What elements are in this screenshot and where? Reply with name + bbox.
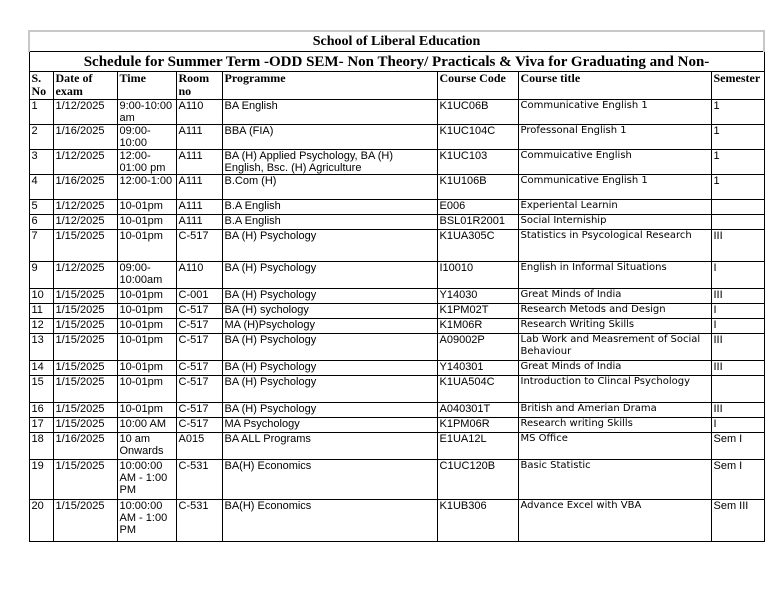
cell-course-title: Advance Excel with VBA bbox=[518, 500, 711, 542]
column-header-semester: Semester bbox=[711, 72, 764, 100]
cell-course-code: K1PM06R bbox=[437, 418, 518, 433]
cell-date: 1/15/2025 bbox=[53, 334, 117, 361]
cell-sno: 13 bbox=[29, 334, 53, 361]
column-header-course-title: Course title bbox=[518, 72, 711, 100]
cell-semester: 1 bbox=[711, 125, 764, 150]
cell-date: 1/12/2025 bbox=[53, 100, 117, 125]
table-row bbox=[29, 100, 764, 125]
cell-time: 10-01pm bbox=[117, 304, 176, 319]
table-row bbox=[29, 175, 764, 200]
cell-sno: 14 bbox=[29, 361, 53, 376]
cell-time: 10:00 AM bbox=[117, 418, 176, 433]
cell-time: 10-01pm bbox=[117, 215, 176, 230]
cell-sno: 9 bbox=[29, 262, 53, 289]
cell-programme: BA ALL Programs bbox=[222, 433, 437, 460]
cell-semester: III bbox=[711, 361, 764, 376]
cell-course-title: British and Amerian Drama bbox=[518, 403, 711, 418]
column-header-sno: S. No bbox=[29, 72, 53, 100]
column-header-time: Time bbox=[117, 72, 176, 100]
cell-course-title: Experiental Learnin bbox=[518, 200, 711, 215]
cell-time: 10-01pm bbox=[117, 334, 176, 361]
cell-date: 1/12/2025 bbox=[53, 215, 117, 230]
cell-semester bbox=[711, 215, 764, 230]
table-row bbox=[29, 319, 764, 334]
table-row bbox=[29, 200, 764, 215]
cell-room: C-517 bbox=[176, 319, 222, 334]
cell-programme: BA (H) Psychology bbox=[222, 376, 437, 403]
cell-room: A111 bbox=[176, 175, 222, 200]
cell-programme: BA (H) Psychology bbox=[222, 334, 437, 361]
table-row bbox=[29, 376, 764, 403]
cell-time: 10:00:00 AM - 1:00 PM bbox=[117, 500, 176, 542]
cell-course-code: K1M06R bbox=[437, 319, 518, 334]
cell-semester: 1 bbox=[711, 175, 764, 200]
table-row bbox=[29, 304, 764, 319]
cell-date: 1/15/2025 bbox=[53, 304, 117, 319]
cell-programme: B.A English bbox=[222, 215, 437, 230]
cell-course-code: K1UB306 bbox=[437, 500, 518, 542]
cell-time: 10-01pm bbox=[117, 376, 176, 403]
cell-room: A015 bbox=[176, 433, 222, 460]
cell-course-title: Introduction to Clincal Psychology bbox=[518, 376, 711, 403]
cell-semester: III bbox=[711, 334, 764, 361]
cell-semester bbox=[711, 376, 764, 403]
cell-date: 1/16/2025 bbox=[53, 433, 117, 460]
cell-course-title: Research Metods and Design bbox=[518, 304, 711, 319]
cell-semester: III bbox=[711, 289, 764, 304]
cell-programme: B.A English bbox=[222, 200, 437, 215]
cell-date: 1/15/2025 bbox=[53, 230, 117, 262]
cell-date: 1/15/2025 bbox=[53, 319, 117, 334]
cell-date: 1/16/2025 bbox=[53, 175, 117, 200]
cell-course-title: Communicative English 1 bbox=[518, 175, 711, 200]
cell-time: 12:00-01:00 pm bbox=[117, 150, 176, 175]
cell-programme: B.Com (H) bbox=[222, 175, 437, 200]
cell-date: 1/15/2025 bbox=[53, 361, 117, 376]
cell-room: A110 bbox=[176, 100, 222, 125]
cell-date: 1/16/2025 bbox=[53, 125, 117, 150]
cell-sno: 12 bbox=[29, 319, 53, 334]
cell-date: 1/12/2025 bbox=[53, 262, 117, 289]
column-header-room: Room no bbox=[176, 72, 222, 100]
cell-room: C-517 bbox=[176, 403, 222, 418]
cell-time: 10-01pm bbox=[117, 289, 176, 304]
cell-course-title: Great Minds of India bbox=[518, 361, 711, 376]
table-row bbox=[29, 125, 764, 150]
cell-course-code: Y140301 bbox=[437, 361, 518, 376]
cell-date: 1/15/2025 bbox=[53, 460, 117, 500]
cell-time: 10-01pm bbox=[117, 200, 176, 215]
cell-room: A111 bbox=[176, 125, 222, 150]
cell-course-code: A040301T bbox=[437, 403, 518, 418]
cell-room: A111 bbox=[176, 150, 222, 175]
cell-course-title: Statistics in Psycological Research bbox=[518, 230, 711, 262]
subtitle-row bbox=[29, 52, 764, 72]
cell-sno: 2 bbox=[29, 125, 53, 150]
cell-course-code: I10010 bbox=[437, 262, 518, 289]
cell-date: 1/15/2025 bbox=[53, 376, 117, 403]
cell-date: 1/15/2025 bbox=[53, 418, 117, 433]
column-header-row bbox=[29, 72, 764, 100]
cell-semester bbox=[711, 200, 764, 215]
cell-sno: 20 bbox=[29, 500, 53, 542]
cell-course-code: K1PM02T bbox=[437, 304, 518, 319]
column-header-course-code: Course Code bbox=[437, 72, 518, 100]
cell-time: 10-01pm bbox=[117, 230, 176, 262]
cell-room: A111 bbox=[176, 215, 222, 230]
cell-semester: III bbox=[711, 403, 764, 418]
cell-date: 1/12/2025 bbox=[53, 150, 117, 175]
cell-course-title: Research Writing Skills bbox=[518, 319, 711, 334]
cell-programme: BA (H) Psychology bbox=[222, 361, 437, 376]
table-row bbox=[29, 262, 764, 289]
cell-time: 9:00-10:00 am bbox=[117, 100, 176, 125]
cell-semester: Sem I bbox=[711, 433, 764, 460]
cell-time: 10-01pm bbox=[117, 361, 176, 376]
cell-semester: I bbox=[711, 319, 764, 334]
table-row bbox=[29, 418, 764, 433]
table-row bbox=[29, 215, 764, 230]
cell-programme: MA (H)Psychology bbox=[222, 319, 437, 334]
cell-course-code: E006 bbox=[437, 200, 518, 215]
cell-course-title: Lab Work and Measrement of Social Behaviour bbox=[518, 334, 711, 361]
cell-programme: BA(H) Economics bbox=[222, 500, 437, 542]
cell-room: C-517 bbox=[176, 230, 222, 262]
cell-course-title: Great Minds of India bbox=[518, 289, 711, 304]
cell-time: 09:00-10:00 bbox=[117, 125, 176, 150]
cell-semester: I bbox=[711, 304, 764, 319]
cell-sno: 4 bbox=[29, 175, 53, 200]
cell-programme: BBA (FIA) bbox=[222, 125, 437, 150]
cell-programme: BA (H) Psychology bbox=[222, 262, 437, 289]
cell-sno: 10 bbox=[29, 289, 53, 304]
cell-programme: MA Psychology bbox=[222, 418, 437, 433]
cell-room: A110 bbox=[176, 262, 222, 289]
cell-room: C-517 bbox=[176, 334, 222, 361]
cell-room: C-517 bbox=[176, 304, 222, 319]
cell-sno: 3 bbox=[29, 150, 53, 175]
cell-room: C-517 bbox=[176, 418, 222, 433]
cell-course-code: K1UC103 bbox=[437, 150, 518, 175]
cell-programme: BA (H) sychology bbox=[222, 304, 437, 319]
cell-sno: 19 bbox=[29, 460, 53, 500]
table-row bbox=[29, 150, 764, 175]
cell-course-title: MS Office bbox=[518, 433, 711, 460]
cell-programme: BA (H) Psychology bbox=[222, 230, 437, 262]
table-row bbox=[29, 403, 764, 418]
table-row bbox=[29, 334, 764, 361]
table-row bbox=[29, 230, 764, 262]
cell-sno: 5 bbox=[29, 200, 53, 215]
cell-semester: Sem III bbox=[711, 500, 764, 542]
cell-time: 12:00-1:00 bbox=[117, 175, 176, 200]
exam-schedule-table bbox=[28, 30, 765, 542]
cell-sno: 7 bbox=[29, 230, 53, 262]
schedule-subtitle: Schedule for Summer Term -ODD SEM- Non Theory/ Practicals & Viva for Graduating and Non- bbox=[29, 52, 764, 72]
table-row bbox=[29, 460, 764, 500]
cell-date: 1/12/2025 bbox=[53, 200, 117, 215]
cell-date: 1/15/2025 bbox=[53, 403, 117, 418]
cell-time: 09:00-10:00am bbox=[117, 262, 176, 289]
cell-sno: 6 bbox=[29, 215, 53, 230]
table-row bbox=[29, 500, 764, 542]
cell-time: 10-01pm bbox=[117, 319, 176, 334]
cell-time: 10:00:00 AM - 1:00 PM bbox=[117, 460, 176, 500]
cell-course-code: BSL01R2001 bbox=[437, 215, 518, 230]
cell-room: A111 bbox=[176, 200, 222, 215]
cell-course-title: Basic Statistic bbox=[518, 460, 711, 500]
column-header-date: Date of exam bbox=[53, 72, 117, 100]
cell-programme: BA(H) Economics bbox=[222, 460, 437, 500]
cell-course-code: K1U106B bbox=[437, 175, 518, 200]
table-row bbox=[29, 433, 764, 460]
school-title: School of Liberal Education bbox=[29, 31, 764, 52]
cell-sno: 15 bbox=[29, 376, 53, 403]
cell-date: 1/15/2025 bbox=[53, 500, 117, 542]
cell-course-title: English in Informal Situations bbox=[518, 262, 711, 289]
cell-sno: 11 bbox=[29, 304, 53, 319]
cell-semester: 1 bbox=[711, 150, 764, 175]
cell-semester: I bbox=[711, 262, 764, 289]
cell-semester: 1 bbox=[711, 100, 764, 125]
cell-sno: 18 bbox=[29, 433, 53, 460]
cell-date: 1/15/2025 bbox=[53, 289, 117, 304]
title-row bbox=[29, 31, 764, 52]
cell-course-title: Commuicative English bbox=[518, 150, 711, 175]
cell-course-title: Research writing Skills bbox=[518, 418, 711, 433]
cell-course-code: K1UC06B bbox=[437, 100, 518, 125]
cell-course-code: Y14030 bbox=[437, 289, 518, 304]
cell-course-code: K1UA305C bbox=[437, 230, 518, 262]
cell-course-title: Communicative English 1 bbox=[518, 100, 711, 125]
table-row bbox=[29, 361, 764, 376]
cell-sno: 1 bbox=[29, 100, 53, 125]
cell-room: C-517 bbox=[176, 361, 222, 376]
cell-sno: 16 bbox=[29, 403, 53, 418]
cell-semester: III bbox=[711, 230, 764, 262]
cell-time: 10 am Onwards bbox=[117, 433, 176, 460]
cell-room: C-531 bbox=[176, 460, 222, 500]
cell-programme: BA (H) Psychology bbox=[222, 289, 437, 304]
cell-semester: Sem I bbox=[711, 460, 764, 500]
cell-room: C-517 bbox=[176, 376, 222, 403]
cell-time: 10-01pm bbox=[117, 403, 176, 418]
cell-course-title: Social Interniship bbox=[518, 215, 711, 230]
cell-programme: BA (H) Psychology bbox=[222, 403, 437, 418]
cell-course-title: Professonal English 1 bbox=[518, 125, 711, 150]
cell-course-code: E1UA12L bbox=[437, 433, 518, 460]
cell-course-code: C1UC120B bbox=[437, 460, 518, 500]
cell-programme: BA (H) Applied Psychology, BA (H) English, Bsc. (H) Agriculture bbox=[222, 150, 437, 175]
table-row bbox=[29, 289, 764, 304]
cell-course-code: K1UC104C bbox=[437, 125, 518, 150]
cell-programme: BA English bbox=[222, 100, 437, 125]
column-header-programme: Programme bbox=[222, 72, 437, 100]
cell-course-code: K1UA504C bbox=[437, 376, 518, 403]
cell-room: C-001 bbox=[176, 289, 222, 304]
cell-room: C-531 bbox=[176, 500, 222, 542]
cell-sno: 17 bbox=[29, 418, 53, 433]
cell-semester: I bbox=[711, 418, 764, 433]
cell-course-code: A09002P bbox=[437, 334, 518, 361]
